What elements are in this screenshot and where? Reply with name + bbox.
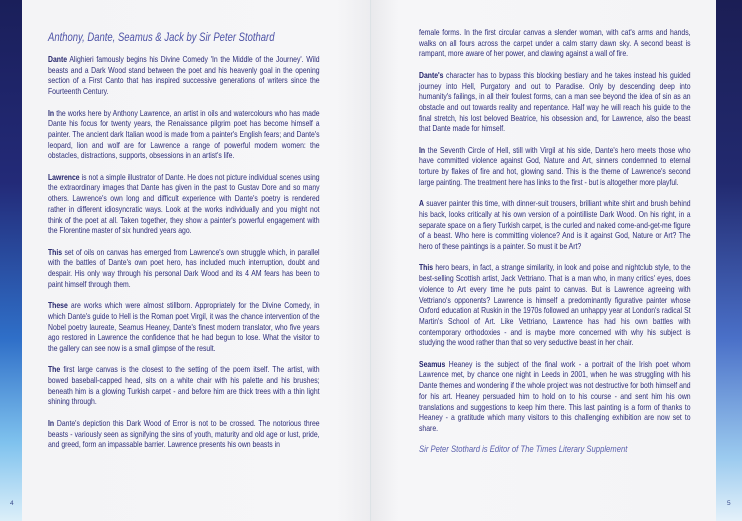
paragraph-text: set of oils on canvas has emerged from Lawrence's own struggle which, in parallel with the battles of Dante's own poet hero, has included much interruption, doubt and despair. His only way through his personal Dark Wood and its 4 AM fears has been to paint himself through them. — [48, 246, 320, 289]
paragraph — [419, 198, 691, 252]
paragraph-text: first large canvas is the closest to the setting of the poem itself. The artist, with bowed baseball-capped head, sits on a white chair with his palette and his brushes; beneath him is a glowing Turkish carpet - and before him are thick trees with a thin light shining through. — [48, 364, 320, 407]
right-page-text — [419, 27, 691, 455]
paragraph — [48, 364, 320, 407]
paragraph — [48, 247, 320, 290]
paragraph-lead: This — [419, 262, 434, 273]
paragraph-lead: This — [48, 246, 63, 257]
paragraph — [419, 359, 691, 434]
paragraph-text: is not a simple illustrator of Dante. He does not picture individual scenes using the extraordinary images that Dante has given in the past to Gustav Dore and so many others. Lawrence's own long and difficult experience with Dante's poetry is rendered rather in different idiosyncratic ways. Look at the works individually and you might not think of the poet at all. Taken together, they show a painter's powerful engagement with the Florentine master of six hundred years ago. — [48, 171, 320, 236]
paragraph-text: the Seventh Circle of Hell, still with Virgil at his side, Dante's hero meets those who have committed violence against God, Nature and Art, sinners condemned to eternal torture by flakes of fire and hot, glowing sand. This is the theme of Lawrence's second large painting. The treatment here has links to the first - but is altogether more playful. — [419, 144, 691, 187]
page-number-right: 5 — [727, 500, 731, 507]
paragraph-text: hero bears, in fact, a strange similarity, in look and poise and nightclub style, to the best-selling Scottish artist, Jack Vettriano. That is a man who, in many critics' eyes, does violence to Art every time he puts paint to canvas. But is Lawrence agreeing with Vettriano's opponents? Lawrence is himself a predominantly figurative painter whose Oxford education at Ruskin in the 1970s followed an unhappy year at London's radical St Martin's School of Art. Like Vettriano, Lawrence has had his own battles with contemporary orthodoxies - and is maybe more concerned with why his subject is studying the wood rather than that so very seductive beast in her chair. — [419, 262, 691, 348]
paragraph-lead: The — [48, 364, 61, 375]
left-page-text — [48, 31, 320, 461]
paragraph-text: suaver painter this time, with dinner-suit trousers, brilliant white shirt and brush behind his back, looks critically at his own version of a pointilliste Dark Wood. On his right, in a separate space on a fiery Turkish carpet, is the curled and naked come-and-get-me figure of a beast. Who here is committing violence? And is it against God, Nature or Art? The hero of these paintings is a painter. So must it be Art? — [419, 198, 691, 252]
paragraph — [48, 108, 320, 162]
paragraph-text: Dante's depiction this Dark Wood of Error is not to be crossed. The notorious three beasts - variously seen as signifying the sins of youth, maturity and old age or lust, pride, and greed, form an impassable barrier. Lawrence presents his own beasts in — [48, 417, 320, 450]
paragraph-lead: In — [419, 144, 426, 155]
paragraph-text: female forms. In the first circular canvas a slender woman, with cat's arms and hands, walks on all fours across the carpet under a calm starry dawn sky. A second beast is rampant, more aware of her power, and clawing against a wall of fire. — [419, 27, 691, 59]
paragraph-lead: In — [48, 417, 55, 428]
paragraph — [48, 54, 320, 97]
paragraph-lead: Dante — [48, 54, 68, 64]
paragraph-text: character has to bypass this blocking bestiary and he takes instead his guided journey into Hell, Purgatory and out to Paradise. Only by descending deep into humanity's failings, in all their foulest forms, can a man see beyond the idea of sin as an obstacle and out towards reality and repentance. Half way he will reach his guide to the final stretch, his lost beloved Beatrice, his obsession and, for Lawrence, also the beast that Dante made for himself. — [419, 69, 691, 134]
paragraph — [419, 27, 691, 59]
article-title: Anthony, Dante, Seamus & Jack by Sir Peter Stothard — [48, 31, 275, 44]
paragraph-text: Alighieri famously begins his Divine Comedy 'In the Middle of the Journey'. Wild beasts and a Dark Wood stand between the poet and his heavenly goal in the opening section of a First Canto that has inspired successive generations of writers since the Fourteenth Century. — [48, 54, 320, 97]
paragraph-lead: Lawrence — [48, 171, 80, 182]
paragraph-lead: A — [419, 198, 424, 209]
paragraph — [419, 70, 691, 134]
paragraph-lead: In — [48, 107, 55, 118]
page-number-left: 4 — [10, 500, 14, 507]
paragraph-lead: Seamus — [419, 358, 446, 369]
paragraph — [48, 300, 320, 354]
left-page-edge-gradient — [0, 0, 22, 521]
paragraph — [48, 418, 320, 450]
author-note: Sir Peter Stothard is Editor of The Times Literary Supplement — [419, 443, 628, 455]
paragraph — [419, 262, 691, 348]
paragraph — [48, 172, 320, 236]
paragraph-text: are works which were almost stillborn. Appropriately for the Divine Comedy, in which Dante's guide to Hell is the Roman poet Virgil, it was the chance intervention of the Nobel poetry laureate, Seamus Heaney, Dante's finest modern translator, who five years ago restored in Lawrence the confidence that he had begun to lose. What the visitor to the gallery can see now is a small glimpse of the result. — [48, 300, 320, 353]
paragraph-lead: These — [48, 300, 68, 311]
paragraph-text: Heaney is the subject of the final work - a portrait of the Irish poet whom Lawrence met, by chance one night in Leeds in 2001, when he was struggling with his Dante themes and wondering if the whole project was not destructive for both himself and for his art. Heaney persuaded him to hold on to his course - and sent him his own translations and suggestions to keep him there. This last painting is a form of thanks to Heaney - a gratitude which many visitors to this challenging exhibition are now set to share. — [419, 358, 691, 433]
right-page-edge-gradient — [716, 0, 742, 521]
paragraph-lead: Dante's — [419, 69, 444, 80]
paragraph-text: the works here by Anthony Lawrence, an artist in oils and watercolours who has made Dante his focus for twenty years, the Renaissance pilgrim poet has become himself a painter. The ancient dark Italian wood is made from a painter's English fears; and Dante's leopard, lion and wolf are for Lawrence a range of powerful modern women: the obstacles, distractions, supports, obsessions in an artist's life. — [48, 107, 320, 161]
page-gutter — [370, 0, 371, 521]
paragraph — [419, 145, 691, 188]
